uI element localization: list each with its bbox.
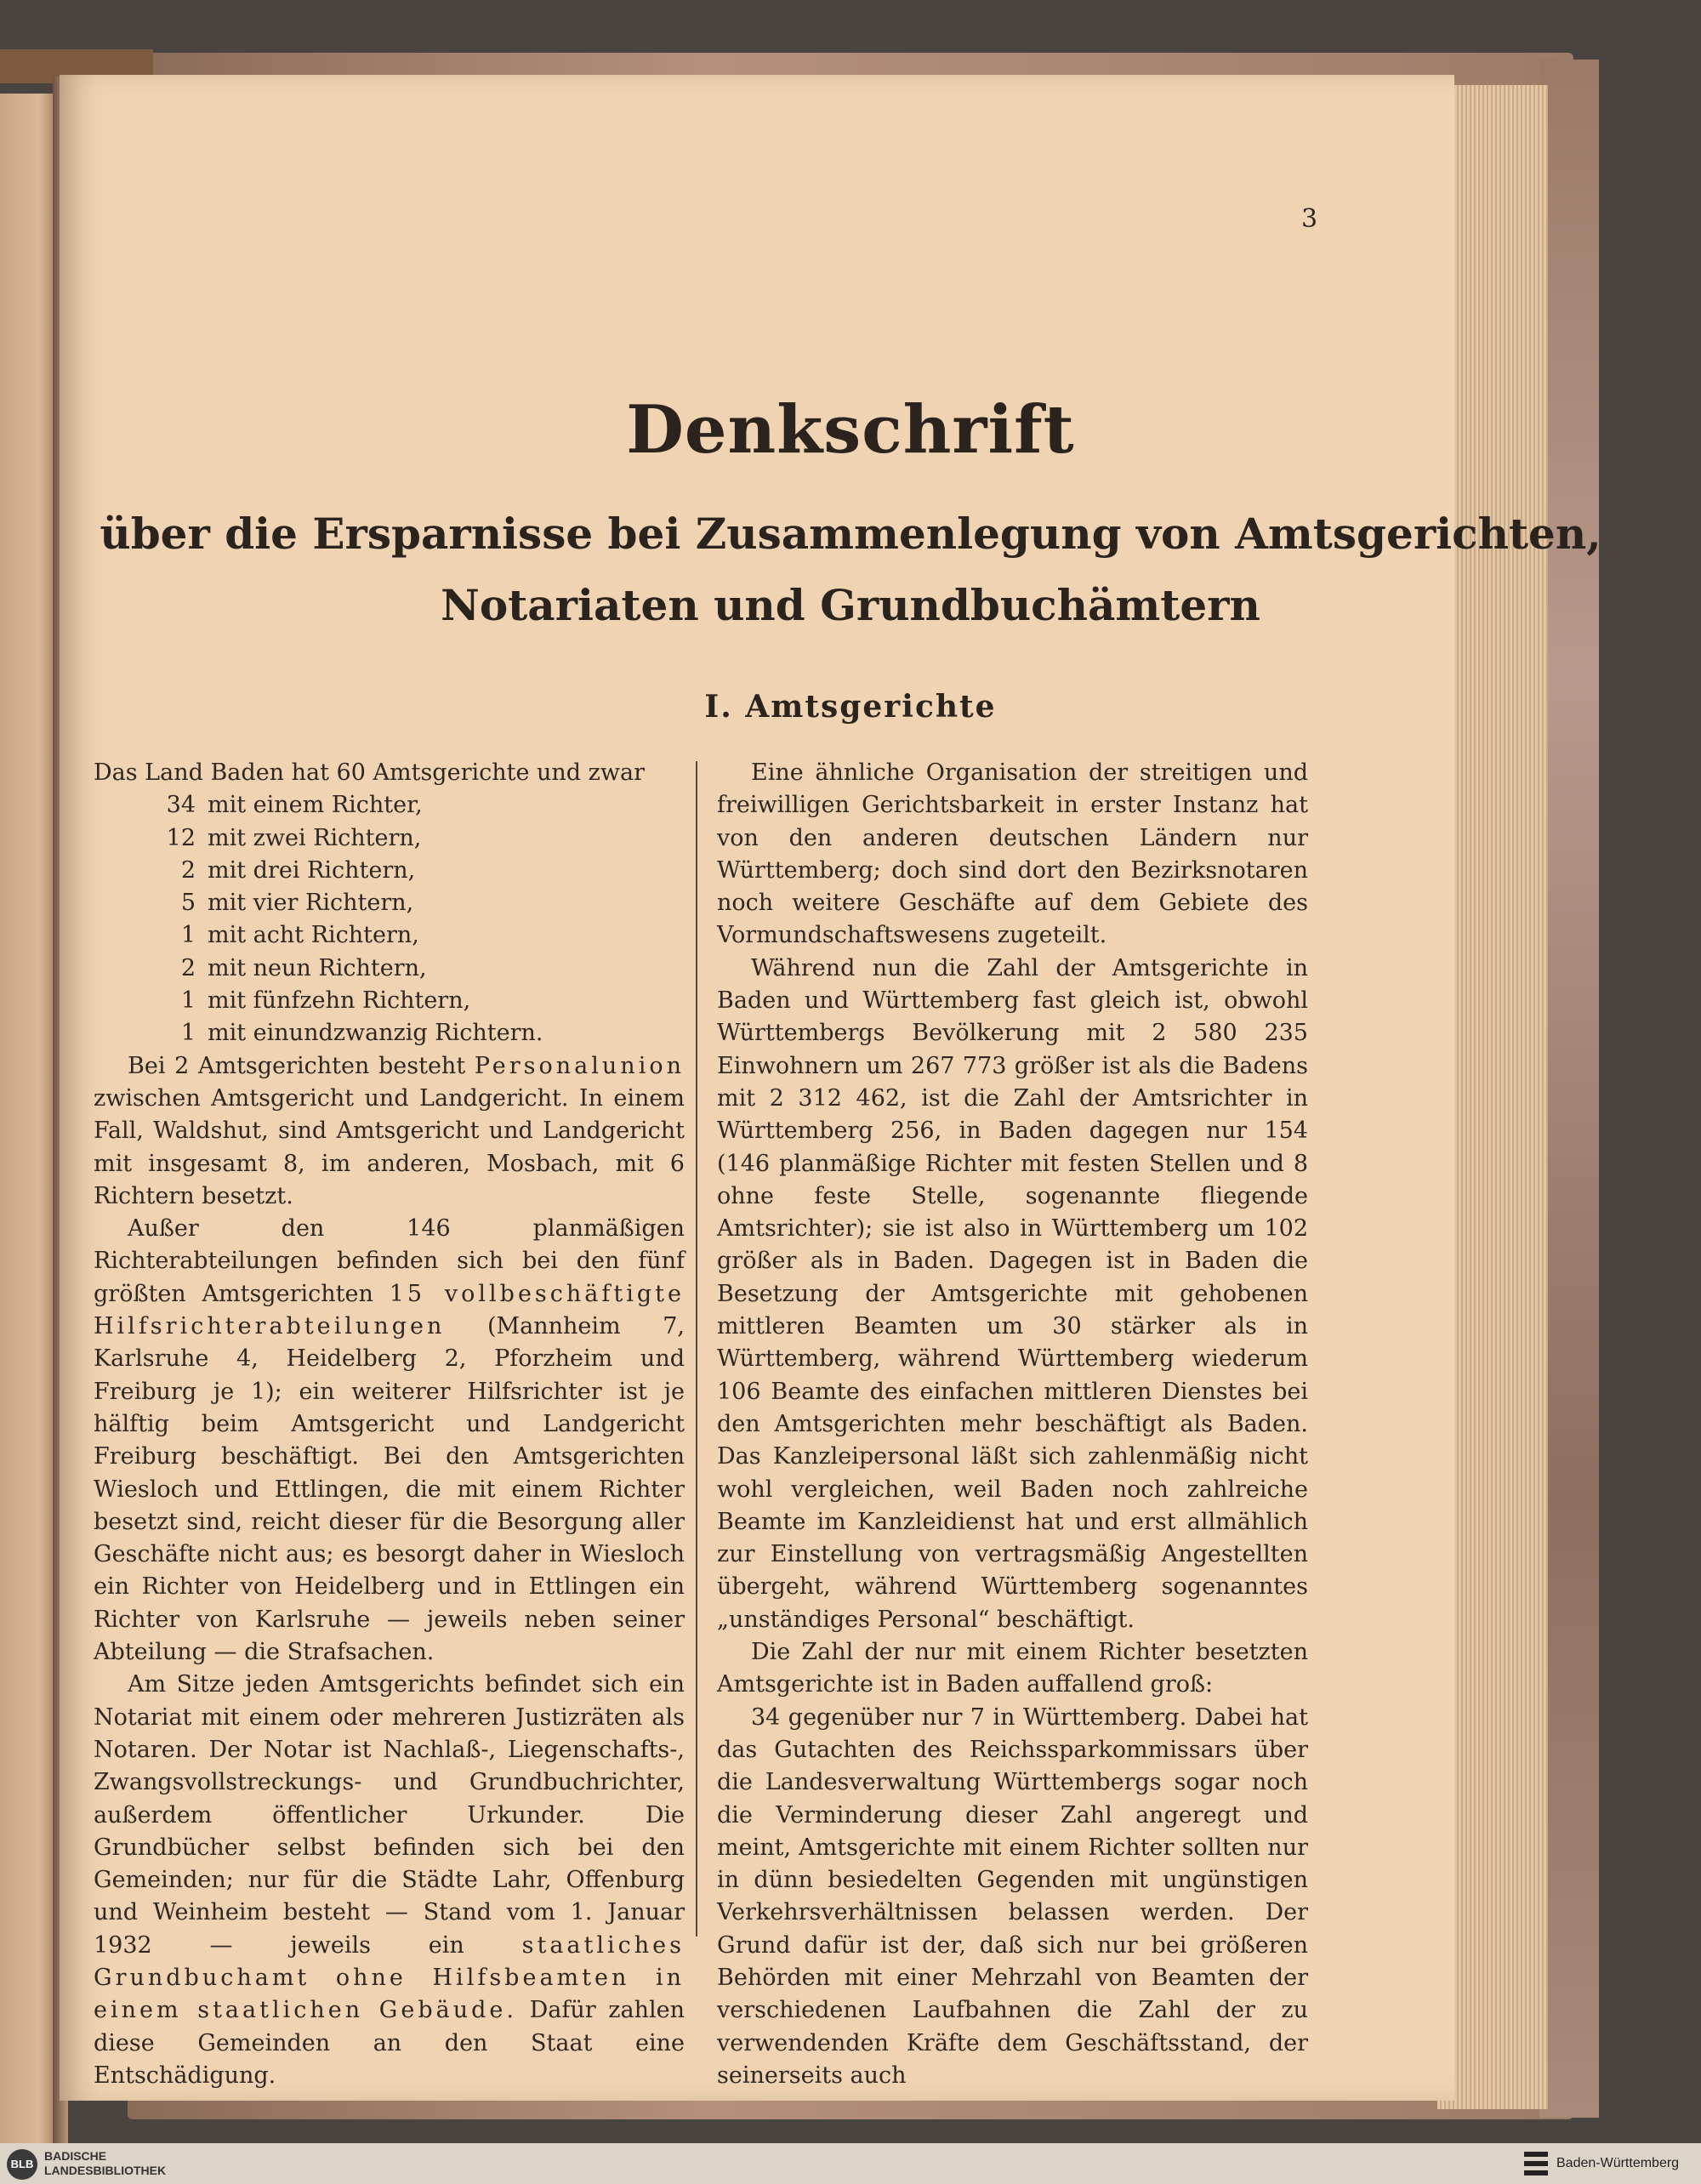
court-list-item <box>94 822 685 855</box>
left-paragraph-3: Am Sitze jeden Amtsgerichts befindet sich ein Notariat mit einem oder mehreren Justizräten als Notaren. Der Notar ist Nachlaß-, Liegenschafts-, Zwangsvollstreckungs- und Grundbuchrichter, außerdem öffentlicher Urkunder. Die Grundbücher selbst befinden sich bei den Gemeinden; nur für die Städte Lahr, Offenburg und Weinheim besteht — Stand vom 1. Januar 1932 — jeweils ein staatliches Grundbuchamt ohne Hilfsbeamten in einem staatlichen Gebäude. Dafür zahlen diese Gemeinden an den Staat eine Entschädigung. <box>94 1671 685 2089</box>
footer-bar <box>0 2143 1701 2184</box>
court-list-text: mit acht Richtern, <box>208 922 419 949</box>
left-intro: Das Land Baden hat 60 Amtsgerichte und zwar <box>94 759 646 786</box>
section-heading: I. Amtsgerichte <box>704 689 997 725</box>
court-list-count: 1 <box>180 922 196 949</box>
court-list-item <box>94 1017 685 1049</box>
document-title: Denkschrift <box>626 391 1075 469</box>
court-list-count: 2 <box>180 954 196 981</box>
court-list-item <box>94 953 685 985</box>
left-column <box>94 757 685 2092</box>
court-list-text: mit fünfzehn Richtern, <box>208 987 471 1015</box>
right-paragraph-1: Eine ähnliche Organisation der streitigen und freiwilligen Gerichtsbarkeit in erster Instanz hat von den anderen deutschen Ländern nur Württemberg; doch sind dort den Bezirksnotaren noch weitere Geschäfte auf dem Gebiete des Vormundschaftswesens zugeteilt. <box>717 759 1308 949</box>
court-list-count: 1 <box>180 987 196 1015</box>
right-paragraph-2: Während nun die Zahl der Amtsgerichte in Baden und Württemberg fast gleich ist, obwohl Württembergs Bevölkerung mit 2 580 235 Einwohnern um 267 773 größer ist als die Badens mit 2 312 462, ist die Zahl der Amtsrichter in Württemberg 256, in Baden dagegen nur 154 (146 planmäßige Richter mit festen Stellen und 8 ohne feste Stelle, sogenannte fliegende Amtsrichter); sie ist also in Württemberg um 102 größer als in Baden. Dagegen ist in Baden die Besetzung der Amtsgerichte mit gehobenen mittleren Beamten um 30 stärker als in Württemberg, während Württemberg wiederum 106 Beamte des einfachen mittleren Dienstes bei den Amtsgerichten mehr beschäftigt als Baden. Das Kanzleipersonal läßt sich zahlenmäßig nicht wohl vergleichen, weil Baden noch zahlreiche Beamte im Kanzleidienst hat und erst allmählich zur Einstellung von vertragsmäßig Angestellten übergeht, während Württemberg sogenanntes „unständiges Personal“ beschäftigt. <box>717 954 1308 1633</box>
court-list-item <box>94 985 685 1017</box>
court-list-item <box>94 887 685 919</box>
court-list-text: mit zwei Richtern, <box>208 824 422 851</box>
page-number: 3 <box>1301 204 1318 234</box>
left-paragraph-1: Bei 2 Amtsgerichten besteht Personalunion zwischen Amtsgericht und Landgericht. In einem Fall, Waldshut, sind Amtsgericht und Landgericht mit insgesamt 8, im anderen, Mosbach, mit 6 Richtern besetzt. <box>94 1052 685 1209</box>
baden-wuerttemberg-wordmark[interactable]: Baden-Württemberg <box>1556 2156 1680 2170</box>
blb-logo-icon[interactable]: BLB <box>7 2149 37 2180</box>
court-list-item <box>94 919 685 952</box>
court-list-count: 12 <box>166 824 196 851</box>
court-list-text: mit einundzwanzig Richtern. <box>208 1020 543 1047</box>
court-list-count: 34 <box>166 792 196 819</box>
marbled-edge <box>1539 60 1599 2118</box>
court-list-text: mit neun Richtern, <box>208 954 427 981</box>
subtitle-line-1: über die Ersparnisse bei Zusammenlegung von Amtsgerichten, <box>100 509 1601 559</box>
court-list-count: 2 <box>180 856 196 884</box>
blb-wordmark[interactable]: BADISCHE LANDESBIBLIOTHEK <box>44 2149 167 2177</box>
court-list-text: mit vier Richtern, <box>208 890 414 917</box>
court-list-text: mit drei Richtern, <box>208 856 416 884</box>
court-list-text: mit einem Richter, <box>208 792 423 819</box>
left-paragraph-2: Außer den 146 planmäßigen Richterabteilungen befinden sich bei den fünf größten Amtsgerichten 15 vollbeschäftigte Hilfsrichterabteilungen (Mannheim 7, Karlsruhe 4, Heidelberg 2, Pforzheim und Freiburg je 1); ein weiterer Hilfsrichter ist je hälftig beim Amtsgericht und Landgericht Freiburg beschäftigt. Bei den Amtsgerichten Wiesloch und Ettlingen, die mit einem Richter besetzt sind, reicht dieser für die Besorgung aller Geschäfte nicht aus; es besorgt daher in Wiesloch ein Richter von Heidelberg und in Ettlingen ein Richter von Karlsruhe — jeweils neben seiner Abteilung — die Strafsachen. <box>94 1215 685 1666</box>
right-paragraph-4: 34 gegenüber nur 7 in Württemberg. Dabei hat das Gutachten des Reichssparkommissars über die Landesverwaltung Württembergs sogar noch die Verminderung dieser Zahl angeregt und meint, Amtsgerichte mit einem Richter sollten nur in dünn besiedelten Gegenden mit ungünstigen Verkehrsverhältnissen belassen werden. Der Grund dafür ist der, daß sich nur bei größeren Behörden mit einer Mehrzahl von Beamten der verschiedenen Laufbahnen die Zahl der zu verwendenden Kräfte dem Geschäftsstand, der seinerseits auch <box>717 1703 1308 2089</box>
court-list-count: 5 <box>180 890 196 917</box>
column-divider <box>696 761 697 1937</box>
right-paragraph-3: Die Zahl der nur mit einem Richter besetzten Amtsgerichte ist in Baden auffallend groß: <box>717 1639 1308 1698</box>
court-list <box>94 789 685 1049</box>
baden-wuerttemberg-lions-icon <box>1522 2148 1550 2179</box>
court-list-count: 1 <box>180 1020 196 1047</box>
right-column <box>717 757 1308 2092</box>
court-list-item <box>94 855 685 887</box>
court-list-item <box>94 789 685 822</box>
subtitle-line-2: Notariaten und Grundbuchämtern <box>441 580 1260 630</box>
